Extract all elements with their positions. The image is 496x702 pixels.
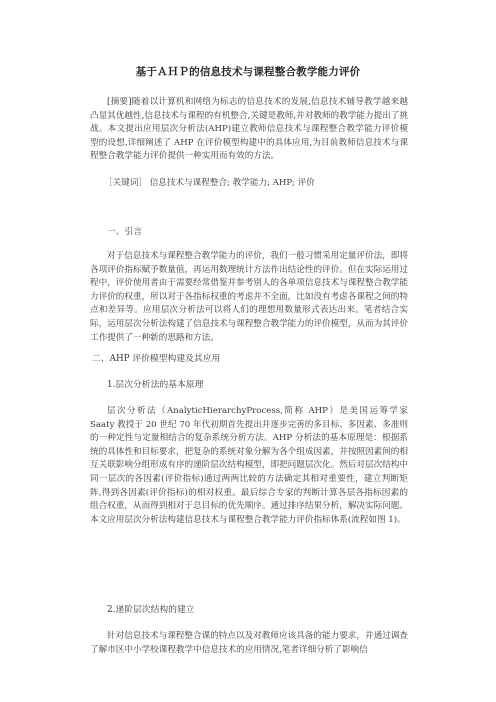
hierarchy-structure-paragraph: 针对信息技术与课程整合课的特点以及对教师应该具备的能力要求，并通过调查了解市区中小学校课程教学中信息技术的应用情况,笔者详细分析了影响信	[90, 631, 408, 655]
section-heading-ahp-model: 二、AHP 评价模型构建及其应用	[92, 354, 221, 364]
section-heading-introduction: 一、引言	[107, 227, 143, 237]
subheading-ahp-principle: 1.层次分析法的基本原理	[107, 380, 204, 390]
ahp-principle-paragraph: 层次分析法（AnalyticHierarchyProcess,简称 AHP）是美国运筹学家 Saaty 教授于 20 世纪 70 年代初期首先提出并逐步完善的多目标、多因素、多准则的一种定性与定量相结合的复杂系统分析方法。AHP 分析法的基本原理是：根据系统的具体性和目标要求，把复杂的系统对象分解为各个组成因素，并按照因素间的相互关联影响分组形成有序的递阶层次结构模型，即把问题层次化。然后对层次结构中同一层次的各因素(评价指标)通过两两比较的方法确定其相对重要性，建立判断矩阵,得到各因素(评价指标)的相对权重。最后综合专家的判断计算各层各指标因素的组合权重，从而得到相对于总目标的优先顺序。通过排序结果分析，解决实际问题。本文应用层次分析法构建信息技术与课程整合教学能力评价指标体系(流程如图 1)。	[90, 406, 408, 525]
keywords-line: ［关键词］ 信息技术与课程整合; 教学能力; AHP; 评价	[104, 178, 315, 188]
subheading-hierarchy-structure: 2.递阶层次结构的建立	[107, 605, 195, 615]
document-title: 基于ＡＨＰ的信息技术与课程整合教学能力评价	[135, 66, 361, 78]
introduction-paragraph: 对于信息技术与课程整合教学能力的评价，我们一般习惯采用定量评价法，即将各项评价指标赋予数量值，再运用数理统计方法作出结论性的评价。但在实际运用过程中，评价使用者由于需要经常借鉴并参考别人的各单项信息技术与课程整合教学能力评价的权重，所以对于各指标权重的考虑并不全面，比如没有考虑各课程之间的特点和差异等。应用层次分析法可以将人们的理想用数量形式表达出来。笔者结合实际，运用层次分析法构建了信息技术与课程整合教学能力的评价模型，从而为其评价工作提供了一种新的思路和方法。	[90, 251, 408, 343]
abstract-paragraph: [摘要]随着以计算机和网络为标志的信息技术的发展,信息技术辅导教学越来越凸显其优越性,信息技术与课程的有机整合,关键是教师,并对教师的教学能力提出了挑战。本文提出应用层次分析法(AHP)建立教师信息技术与课程整合教学能力评价模型的设想,详细阐述了 AHP 在评价模型构建中的具体应用,为目前教师信息技术与课程整合教学能力评价提供一种实用而有效的方法。	[90, 97, 408, 162]
